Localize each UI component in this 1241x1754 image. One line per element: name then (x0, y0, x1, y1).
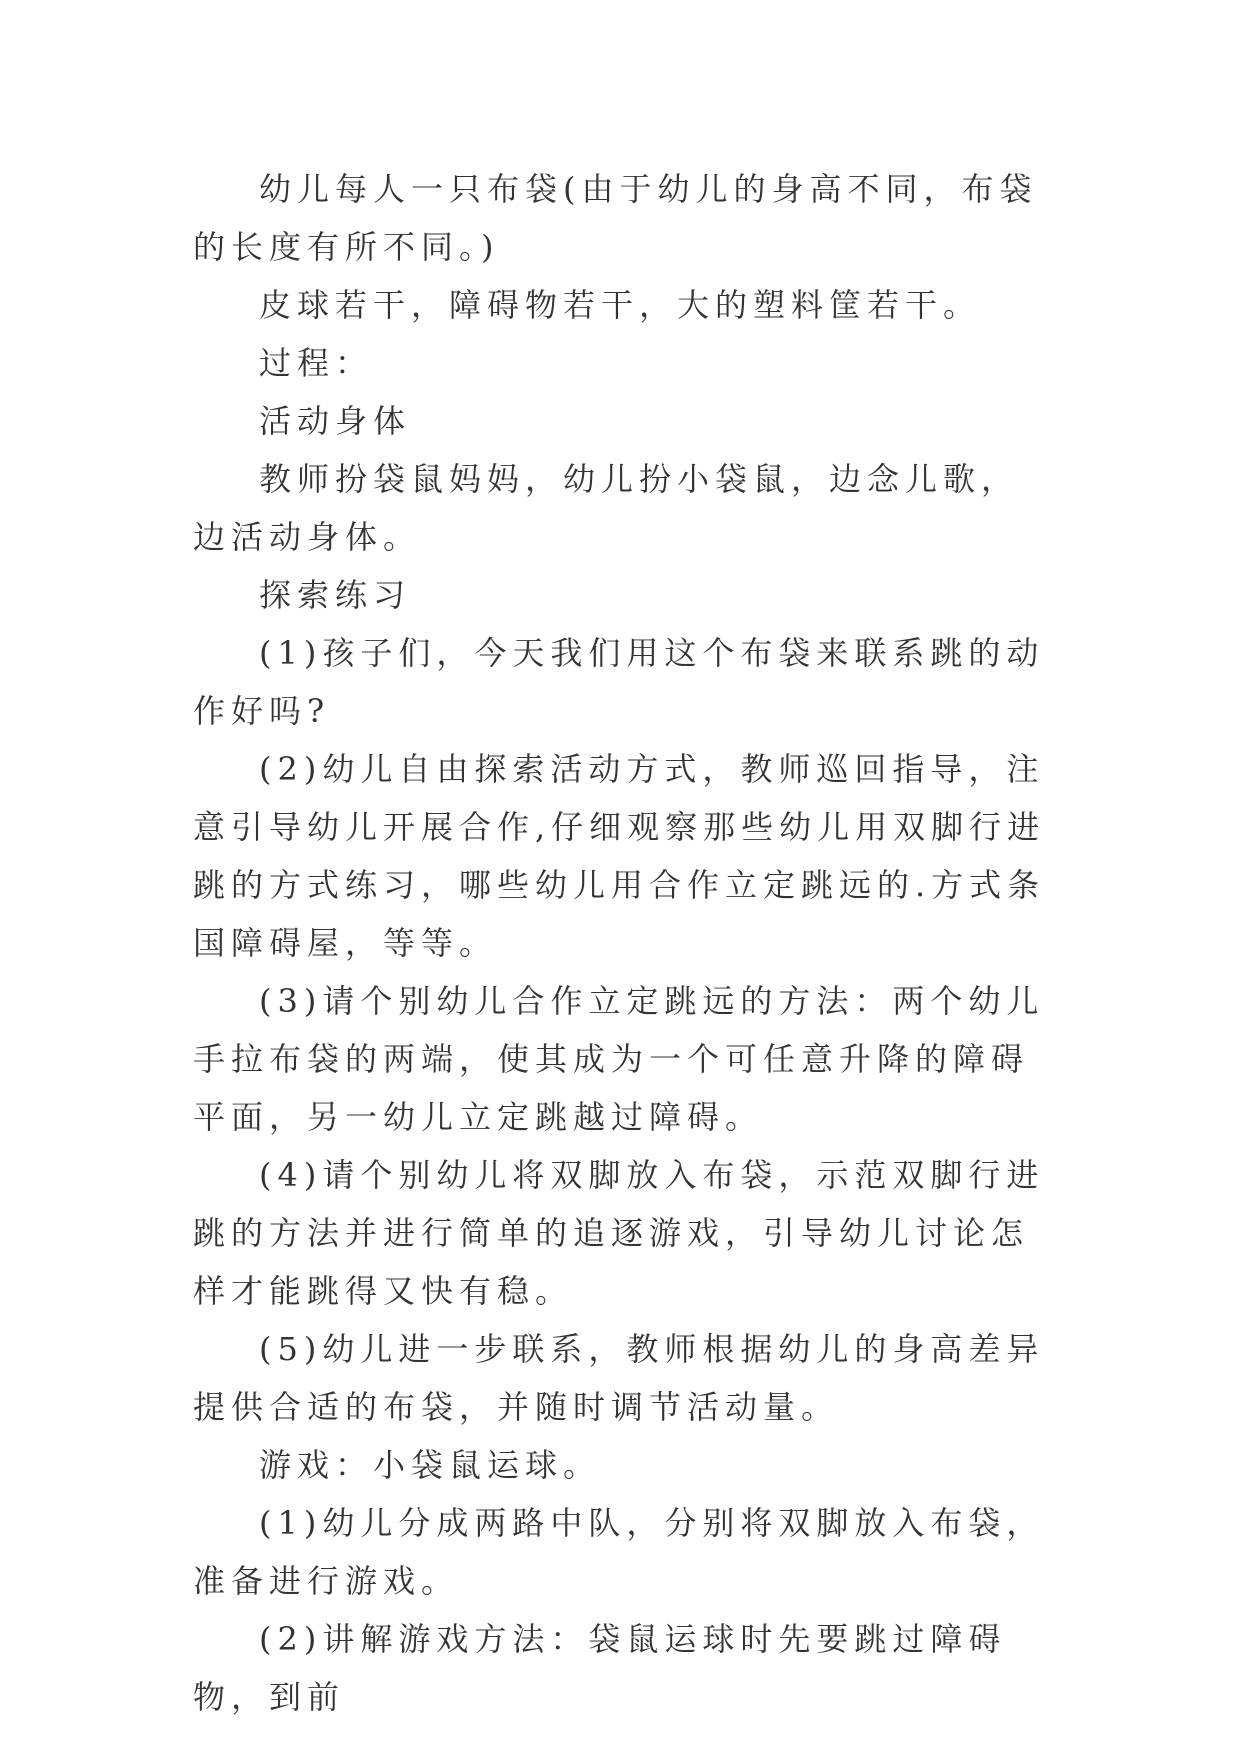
document-body (193, 160, 1053, 1726)
heading-process: 过程： (259, 344, 374, 382)
paragraph-step-4: (4)请个别幼儿将双脚放入布袋，示范双脚行进跳的方法并进行简单的追逐游戏，引导幼儿讨论怎样才能跳得又快有稳。 (193, 1156, 1045, 1310)
paragraph-game-1: (1)幼儿分成两路中队，分别将双脚放入布袋，准备进行游戏。 (193, 1504, 1045, 1600)
paragraph-warmup: 教师扮袋鼠妈妈，幼儿扮小袋鼠，边念儿歌，边活动身体。 (193, 460, 1020, 556)
heading-exploration: 探索练习 (259, 576, 412, 614)
heading-warmup: 活动身体 (259, 402, 412, 440)
paragraph-materials-bag: 幼儿每人一只布袋(由于幼儿的身高不同，布袋的长度有所不同。) (193, 170, 1038, 266)
paragraph-step-1: (1)孩子们，今天我们用这个布袋来联系跳的动作好吗? (193, 634, 1045, 730)
paragraph-step-2: (2)幼儿自由探索活动方式，教师巡回指导，注意引导幼儿开展合作,仔细观察那些幼儿用双脚行进跳的方式练习，哪些幼儿用合作立定跳远的.方式条国障碍屋，等等。 (193, 750, 1046, 962)
paragraph-step-5: (5)幼儿进一步联系，教师根据幼儿的身高差异提供合适的布袋，并随时调节活动量。 (193, 1330, 1045, 1426)
paragraph-materials-ball: 皮球若干，障碍物若干，大的塑料筐若干。 (259, 286, 982, 324)
heading-game: 游戏：小袋鼠运球。 (259, 1446, 602, 1484)
paragraph-game-2: (2)讲解游戏方法：袋鼠运球时先要跳过障碍物，到前 (193, 1620, 1007, 1716)
paragraph-step-3: (3)请个别幼儿合作立定跳远的方法：两个幼儿手拉布袋的两端，使其成为一个可任意升降的障碍平面，另一幼儿立定跳越过障碍。 (193, 982, 1045, 1136)
